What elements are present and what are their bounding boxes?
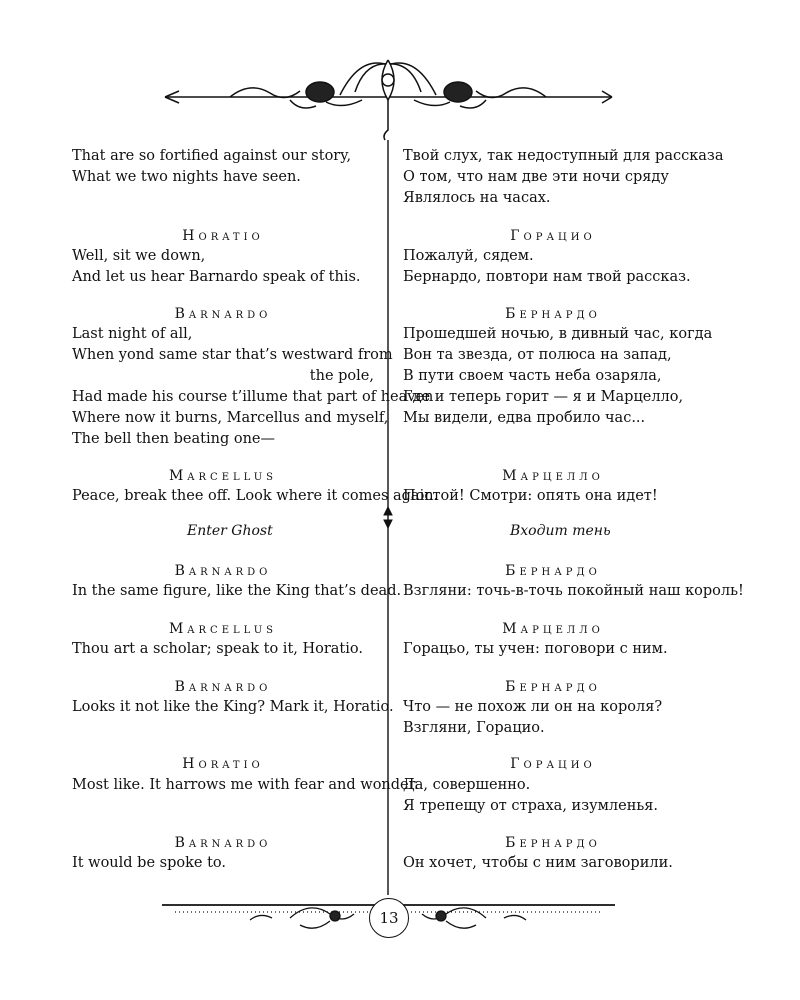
text-line: Looks it not like the King? Mark it, Horatio. — [72, 699, 394, 715]
text-line: Most like. It harrows me with fear and wonder. — [72, 777, 419, 793]
text-line: О том, что нам две эти ночи сряду — [403, 169, 669, 185]
speaker-name: Бернардо — [505, 306, 601, 322]
text-line: What we two nights have seen. — [72, 169, 301, 185]
text-line: In the same figure, like the King that’s dead. — [72, 583, 402, 599]
text-line: Where now it burns, Marcellus and myself, — [72, 410, 389, 426]
text-line: Горацьо, ты учен: поговори с ним. — [403, 641, 668, 657]
page-number: 13 — [369, 898, 409, 938]
speaker-name: Горацио — [510, 228, 596, 244]
text-line: It would be spoke to. — [72, 855, 226, 871]
text-line: Твой слух, так недоступный для рассказа — [403, 148, 724, 164]
top-flourish-ornament — [165, 60, 612, 140]
text-line: the pole, — [309, 368, 374, 384]
text-line: Вон та звезда, от полюса на запад, — [403, 347, 672, 363]
text-line: Прошедшей ночью, в дивный час, когда — [403, 326, 713, 342]
text-line: When yond same star that’s westward from — [72, 347, 393, 363]
text-line: Well, sit we down, — [72, 248, 206, 264]
text-line: Он хочет, чтобы с ним заговорили. — [403, 855, 673, 871]
speaker-name: Горацио — [510, 756, 596, 772]
text-line: Да, совершенно. — [403, 777, 531, 793]
text-line: Взгляни: точь-в-точь покойный наш король! — [403, 583, 744, 599]
speaker-name: Horatio — [182, 228, 264, 244]
text-line: Last night of all, — [72, 326, 193, 342]
text-line: Бернардо, повтори нам твой рассказ. — [403, 269, 691, 285]
text-line: Peace, break thee off. Look where it comes again. — [72, 488, 439, 504]
speaker-name: Barnardo — [174, 835, 272, 851]
text-line: Где и теперь горит — я и Марцелло, — [403, 389, 684, 405]
text-line: Что — не похож ли он на короля? — [403, 699, 663, 715]
speaker-name: Бернардо — [505, 679, 601, 695]
text-line: That are so fortified against our story, — [72, 148, 352, 164]
text-line: The bell then beating one— — [72, 431, 275, 447]
speaker-name: Бернардо — [505, 835, 601, 851]
text-line: Thou art a scholar; speak to it, Horatio. — [72, 641, 363, 657]
speaker-name: Horatio — [182, 756, 264, 772]
text-line: Я трепещу от страха, изумленья. — [403, 798, 659, 814]
text-line: В пути своем часть неба озаряла, — [403, 368, 662, 384]
text-line: Являлось на часах. — [403, 190, 551, 206]
text-line: Мы видели, едва пробило час... — [403, 410, 646, 426]
text-line: Пожалуй, сядем. — [403, 248, 534, 264]
speaker-name: Бернардо — [505, 563, 601, 579]
speaker-name: Barnardo — [174, 306, 272, 322]
stage-direction: Enter Ghost — [187, 523, 273, 539]
speaker-name: Марцелло — [502, 621, 604, 637]
text-line: Had made his course t’illume that part of heaven — [72, 389, 434, 405]
speaker-name: Марцелло — [502, 468, 604, 484]
speaker-name: Barnardo — [174, 563, 272, 579]
speaker-name: Marcellus — [168, 621, 278, 637]
text-line: Постой! Смотри: опять она идет! — [403, 488, 658, 504]
speaker-name: Barnardo — [174, 679, 272, 695]
stage-direction: Входит тень — [510, 523, 611, 539]
text-line: Взгляни, Горацио. — [403, 720, 545, 736]
text-line: And let us hear Barnardo speak of this. — [72, 269, 361, 285]
speaker-name: Marcellus — [168, 468, 278, 484]
